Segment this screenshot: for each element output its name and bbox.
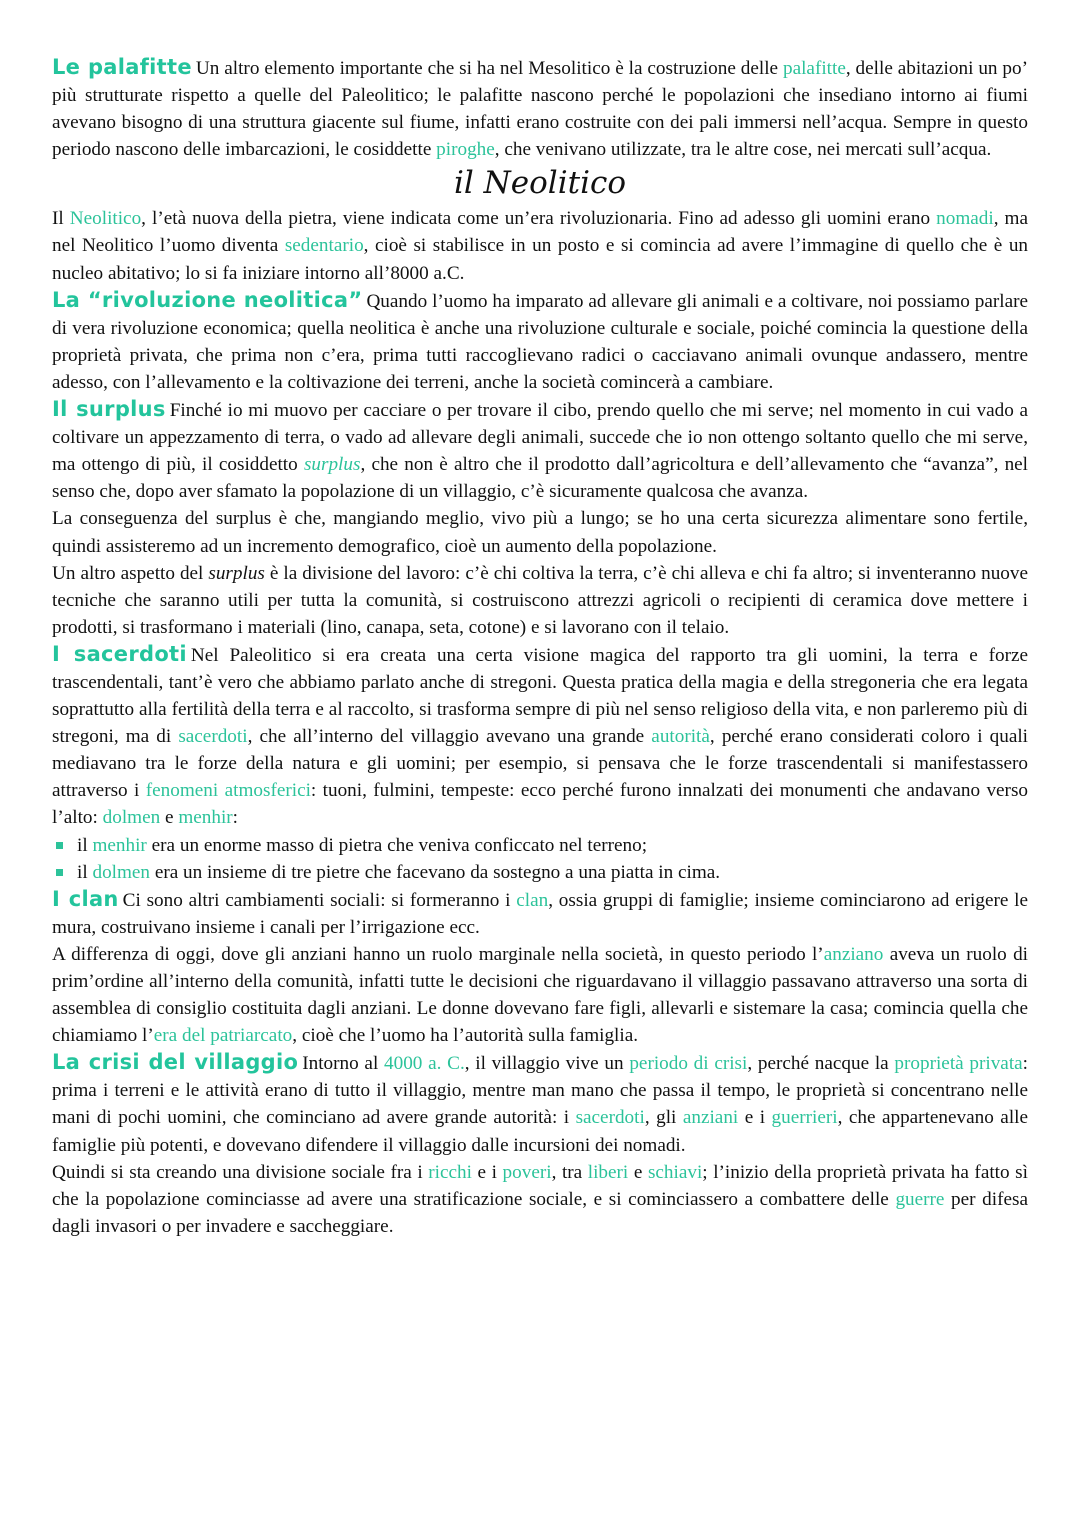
paragraph — [52, 941, 1028, 1049]
text-run: , perché nacque la — [747, 1053, 895, 1075]
text-run: il — [77, 861, 93, 883]
highlighted-term: dolmen — [102, 807, 161, 829]
paragraph-heading: La crisi del villaggio — [52, 1050, 299, 1075]
text-run: : — [232, 807, 239, 829]
text-run: , perché erano considerati coloro i quali mediavano tra le forze della natura e gli uomini; per esempio, si pensava che le forze trascendentali si manifestassero attraverso i — [52, 726, 1028, 802]
text-run: , cioè si stabilisce in un posto e si comincia ad avere l’immagine di quello che è un nucleo abitativo; lo si fa iniziare intorno all’8000 a.C. — [52, 235, 1029, 284]
highlighted-term: nomadi — [936, 208, 994, 230]
highlighted-term: liberi — [587, 1161, 629, 1183]
text-run: , che appartenevano alle famiglie più potenti, e dovevano difendere il villaggio dalle incursioni dei nomadi. — [52, 1107, 1028, 1156]
paragraph-heading: I clan — [52, 886, 119, 911]
text-run: Quindi si sta creando una divisione sociale fra i — [52, 1161, 429, 1183]
text-run: , che all’interno del villaggio avevano una grande — [247, 726, 652, 748]
paragraph — [52, 641, 1028, 832]
text-run: , tra — [551, 1161, 588, 1183]
highlighted-term: palafitte — [782, 58, 846, 79]
highlighted-term: sedentario — [284, 235, 364, 257]
document-page — [52, 54, 1028, 1240]
text-run: Quando l’uomo ha imparato ad allevare gli animali e a coltivare, noi possiamo parlare di vera rivoluzione economica; quella neolitica è anche una rivoluzione culturale e sociale, poiché comincia la questione della proprietà privata, che prima non c’era, prima tutti raccoglievano radici o cacciavano animali ovunque andassero, mentre adesso, con l’allevamento e la coltivazione dei terreni, anche la società comincerà a cambiare. — [52, 290, 1028, 393]
text-run: La conseguenza del surplus è che, mangiando meglio, vivo più a lungo; se ho una certa sicurezza alimentare sono fertile, quindi assisteremo ad un incremento demografico, cioè un aumento della popolazione. — [52, 508, 1028, 557]
text-run: , il villaggio vive un — [464, 1053, 630, 1075]
highlighted-term: menhir — [92, 834, 147, 856]
highlighted-term: guerrieri — [771, 1107, 838, 1129]
text-run: , ossia gruppi di famiglie; insieme cominciarono ad erigere le mura, costruivano insieme i canali per l’irrigazione ecc. — [52, 889, 1028, 938]
paragraph — [52, 1049, 1028, 1158]
text-run: e i — [738, 1107, 772, 1129]
highlighted-term: ricchi — [428, 1161, 472, 1183]
text-run: , l’età nuova della pietra, viene indicata come un’era rivoluzionaria. Fino ad adesso gli uomini erano — [141, 208, 937, 230]
paragraph — [52, 886, 1028, 941]
text-run: Intorno al — [302, 1053, 385, 1075]
text-run: , ma nel Neolitico l’uomo diventa — [52, 208, 1028, 257]
text-run: era un enorme masso di pietra che veniva conficcato nel terreno; — [146, 834, 648, 856]
text-run: era un insieme di tre pietre che facevano da sostegno a una piatta in cima. — [150, 861, 721, 883]
list-item — [52, 832, 1028, 859]
text-run: Ci sono altri cambiamenti sociali: si formeranno i — [122, 889, 517, 911]
text-run: : tuoni, fulmini, tempeste: ecco perché furono innalzati dei monumenti che andavano verso l’alto: — [52, 780, 1029, 829]
text-run: , cioè che l’uomo ha l’autorità sulla famiglia. — [292, 1025, 639, 1047]
text-run: Un altro elemento importante che si ha nel Mesolitico è la costruzione delle — [195, 58, 783, 79]
paragraph-heading: La “rivoluzione neolitica” — [52, 287, 363, 312]
text-run: Un altro aspetto del — [52, 562, 209, 584]
paragraph — [52, 287, 1028, 396]
highlighted-term: schiavi — [647, 1161, 703, 1183]
highlighted-term: piroghe — [436, 139, 495, 161]
square-bullet-icon — [56, 842, 63, 849]
paragraph — [52, 560, 1028, 641]
highlighted-term: 4000 a. C. — [384, 1053, 465, 1075]
text-run: : prima i terreni e le attività erano di tutto il villaggio, mentre man mano che passa il tempo, le proprietà si concentrano nelle mani di pochi uomini, che cominciano ad avere grande autorità: i — [52, 1053, 1029, 1129]
bullet-list — [52, 832, 1028, 886]
text-run: Finché io mi muovo per cacciare o per trovare il cibo, prendo quello che mi serve; nel momento in cui vado a coltivare un appezzamento di terra, o vado ad allevare degli animali, succede che io non ottengo soltanto quello che mi serve, ma ottengo di più, il cosiddetto — [52, 400, 1028, 476]
paragraph-heading: Le palafitte — [52, 55, 192, 79]
highlighted-term: menhir — [178, 807, 233, 829]
section-title: il Neolitico — [453, 165, 627, 202]
text-run: e — [628, 1161, 648, 1183]
paragraph-heading: I sacerdoti — [52, 641, 187, 666]
paragraph-heading: Il surplus — [52, 397, 166, 422]
highlighted-term: era del patriarcato — [153, 1025, 293, 1047]
highlighted-term: autorità — [651, 726, 710, 748]
text-run: e — [160, 807, 179, 829]
highlighted-term: guerre — [895, 1188, 945, 1210]
paragraph — [52, 54, 1028, 163]
square-bullet-icon — [56, 869, 63, 876]
text-run: il — [77, 834, 93, 856]
text-run: , gli — [644, 1107, 683, 1129]
text-run: per difesa dagli invasori o per invadere e saccheggiare. — [52, 1188, 1028, 1237]
highlighted-term: anziani — [682, 1107, 739, 1129]
highlighted-term: clan — [516, 889, 549, 911]
text-run: ; l’inizio della proprietà privata ha fatto sì che la popolazione cominciasse ad avere una stratificazione sociale, e si cominciassero a combattere delle — [52, 1161, 1028, 1210]
text-run: Nel Paleolitico si era creata una certa visione magica del rapporto tra gli uomini, la terra e forze trascendentali, tant’è vero che abbiamo parlato anche di stregoni. Questa pratica della magia e della stregoneria che era legata soprattutto alla fertilità della terra e al raccolto, si trasforma sempre di più nel senso religioso della vita, e non parleremo più di stregoni, ma di — [52, 644, 1028, 748]
list-item — [52, 859, 1028, 886]
highlighted-term: dolmen — [92, 861, 151, 883]
paragraph — [52, 1159, 1028, 1240]
text-run: Il — [52, 208, 70, 230]
highlighted-term: sacerdoti — [575, 1107, 645, 1129]
highlighted-term: proprietà privata — [894, 1053, 1023, 1075]
highlighted-term: surplus — [303, 454, 361, 476]
highlighted-term: anziano — [823, 943, 884, 965]
text-run: è la divisione del lavoro: c’è chi coltiva la terra, c’è chi alleva e chi fa altro; si inventeranno nuove tecniche che saranno utili per tutta la comunità, si costruiscono attrezzi agricoli o recipienti di ceramica dove mettere i prodotti, si trasformano i materiali (lino, canapa, seta, cotone) e si lavorano con il telaio. — [52, 562, 1028, 638]
text-run: aveva un ruolo di prim’ordine all’interno della comunità, infatti tutte le decisioni che riguardavano il villaggio passavano attraverso una sorta di assemblea di consiglio costituita dagli anziani. Le donne dovevano fare figli, allevarli e sistemare la casa; comincia quella che chiamiamo l’ — [52, 943, 1028, 1047]
paragraph — [52, 505, 1028, 559]
highlighted-term: poveri — [502, 1161, 552, 1183]
text-run: , che non è altro che il prodotto dall’agricoltura e dell’allevamento che “avanza”, nel senso che, dopo aver sfamato la popolazione di un villaggio, c’è sicuramente qualcosa che avanza. — [52, 454, 1029, 503]
text-run: surplus — [208, 562, 265, 584]
paragraph — [52, 396, 1028, 505]
highlighted-term: periodo di crisi — [629, 1053, 748, 1075]
highlighted-term: Neolitico — [69, 208, 142, 230]
text-run: , che venivano utilizzate, tra le altre cose, nei mercati sull’acqua. — [494, 139, 992, 161]
text-run: A differenza di oggi, dove gli anziani hanno un ruolo marginale nella società, in questo periodo l’ — [52, 943, 824, 965]
paragraph — [52, 205, 1028, 286]
highlighted-term: fenomeni atmosferici — [145, 780, 311, 802]
highlighted-term: sacerdoti — [178, 726, 248, 748]
text-run: , delle abitazioni un po’ più strutturate rispetto a quelle del Paleolitico; le palafitte nascono perché le popolazioni che insediano intorno ai fiumi avevano bisogno di una struttura giacente sul fiume, infatti erano costruite con dei pali immersi nell’acqua. Sempre in questo periodo nascono delle imbarcazioni, le cosiddette — [52, 58, 1029, 161]
text-run: e i — [471, 1161, 503, 1183]
